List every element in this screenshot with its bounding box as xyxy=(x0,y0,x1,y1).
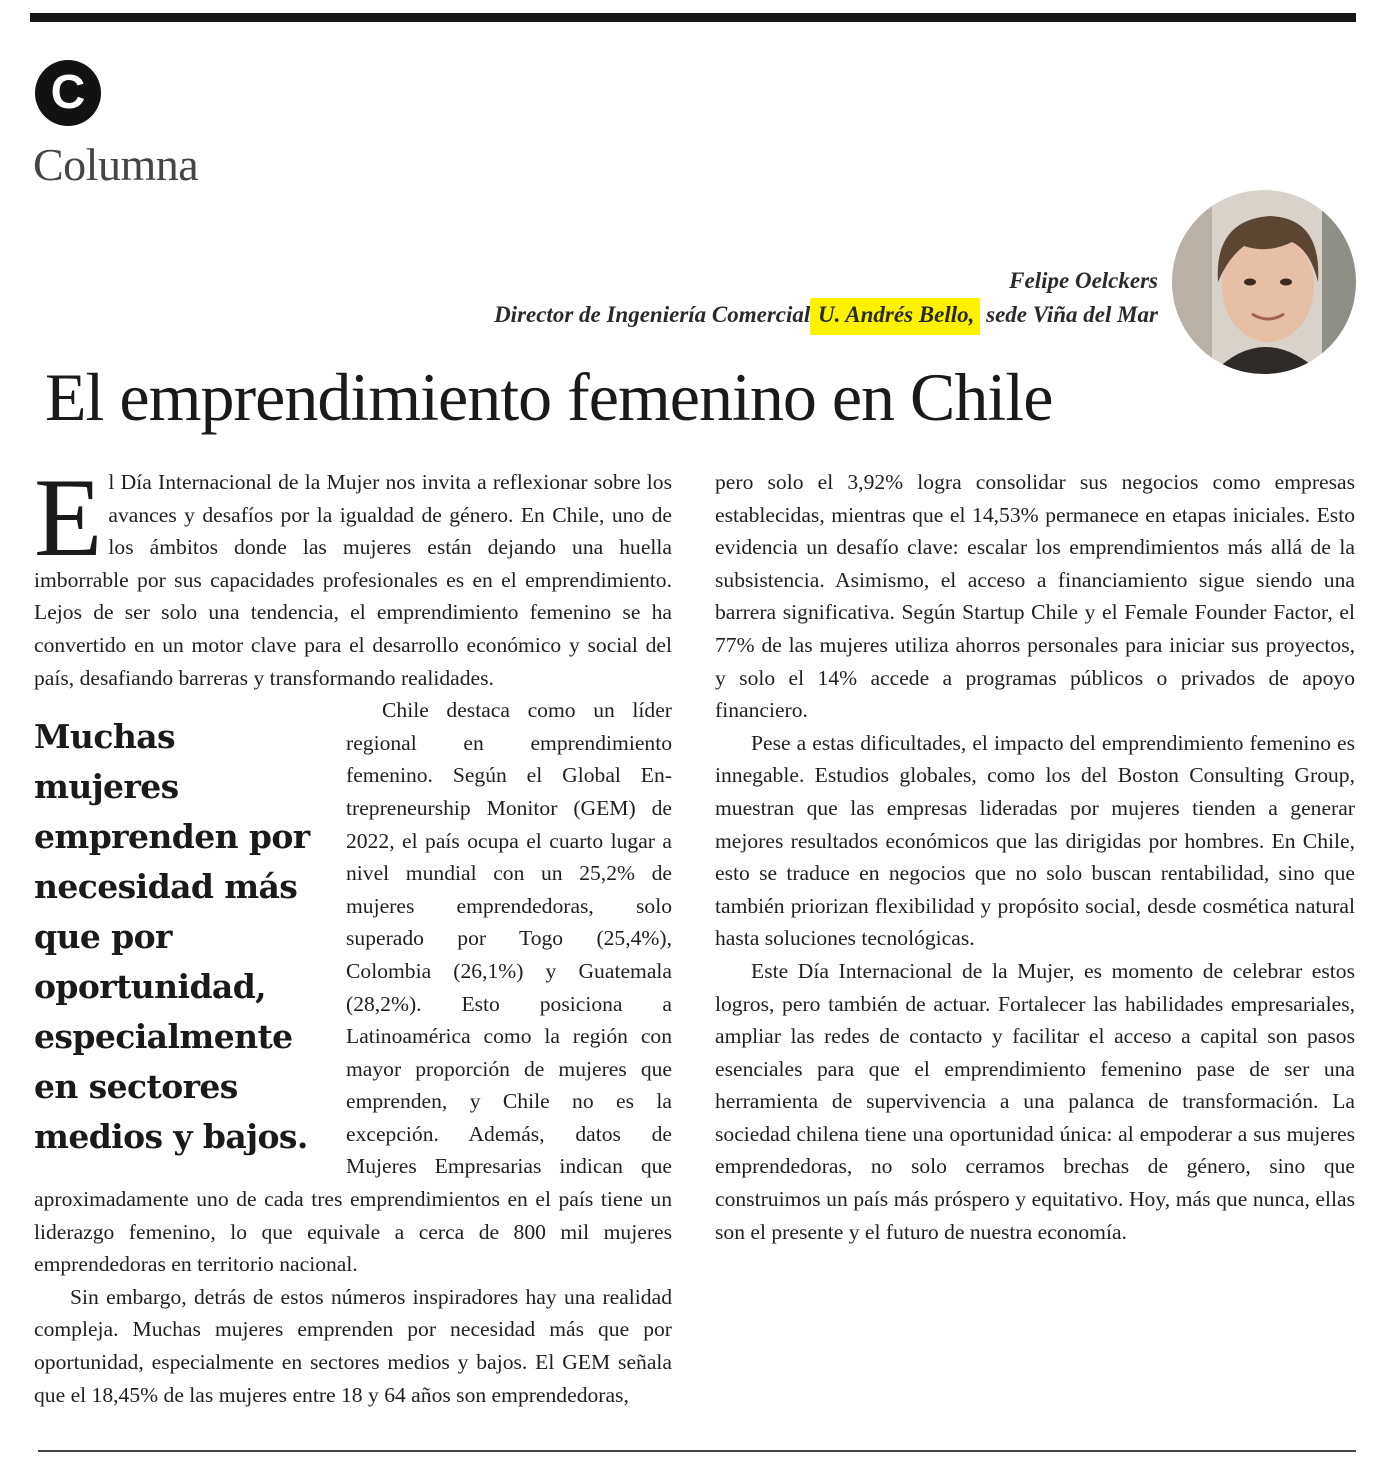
author-role xyxy=(494,302,1158,328)
paragraph-1-text: l Día Internacional de la Mujer nos invita a reflexionar sobre los avances y desafíos por la igualdad de género. En Chile, uno de los ámbitos donde las mujeres están dejando una huella imborrable por sus capacidades profesionales es en el emprendimiento. Lejos de ser solo una tendencia, el emprendimiento femenino se ha convertido en un motor clave para el desarrollo económico y social del país, desafiando barreras y transformando realidades. xyxy=(34,470,672,690)
column-right xyxy=(715,466,1355,1248)
author-role-title: Director de Ingeniería Comercial xyxy=(494,302,811,327)
bottom-rule xyxy=(38,1450,1356,1452)
paragraph-4: Pese a estas dificultades, el impacto del emprendimiento femenino es innegable. Estudios globales, como los del Boston Consulting Group, muestran que las empresas lideradas por mujeres tienden a generar mejores resultados económicos que las dirigidas por hombres. En Chile, esto se traduce en negocios que no solo buscan rentabilidad, sino que también priorizan flexibilidad y propósito social, desde cosmética natural hasta soluciones tecnológicas. xyxy=(715,730,1355,951)
paragraph-5: Este Día Internacional de la Mujer, es momento de celebrar estos logros, pero también de actuar. Fortalecer las habilidades empresariales, ampliar las redes de contacto y facilitar el acceso a capital son pasos esenciales para que el emprendimiento femenino pase de ser una herramienta de supervivencia a una palanca de transformación. La sociedad chilena tiene una oportunidad única: al empoderar a sus mujeres emprendedoras, no solo cerramos brechas de género, sino que construimos un país más próspero y equitativo. Hoy, más que nunca, ellas son el presente y el futuro de nuestra economía. xyxy=(715,958,1355,1244)
column-left xyxy=(34,456,672,1411)
drop-cap: E xyxy=(34,456,103,580)
column-logo-icon xyxy=(35,60,101,126)
top-rule xyxy=(30,13,1356,22)
paragraph-3: Sin embargo, detrás de estos números inspiradores hay una realidad compleja. Muchas mujeres emprenden por necesidad más que por oportunidad, especialmente en sectores medios y bajos. El GEM señala que el 18,45% de las mujeres entre 18 y 64 años son emprendedoras, xyxy=(34,1284,672,1407)
pull-quote: Muchas mujeres emprenden por necesidad más que por oportunidad, especialmente en sectores medios y bajos. xyxy=(34,717,310,1157)
section-label: Columna xyxy=(33,139,199,190)
paragraph-2: Chile destaca como un líder regional en emprendimiento femenino. Según el Global Entrepreneurship Monitor (GEM) de 2022, el país ocupa el cuarto lugar a nivel mundial con un 25,2% de mujeres emprendedoras, solo superado por Togo (25,4%), Colombia (26,1%) y Guatemala (28,2%). Esto posiciona a Latinoamérica como la región con mayor proporción de mujeres que emprenden, y Chile no es la excepción. Además, datos de Mujeres Empresarias indican que aproximadamente uno de cada tres emprendimientos en el país tiene un liderazgo femenino, lo que equivale a cerca de 800 mil mujeres emprendedoras en territorio nacional. xyxy=(34,698,672,1277)
headline: El emprendimiento femenino en Chile xyxy=(45,359,1053,435)
author-portrait-icon xyxy=(1172,190,1356,374)
author-university: U. Andrés Bello, xyxy=(818,302,975,327)
author-name: Felipe Oelckers xyxy=(1009,268,1158,293)
paragraph-1 xyxy=(34,456,672,694)
author-campus: sede Viña del Mar xyxy=(986,302,1158,327)
author-university-highlight xyxy=(810,298,980,335)
paragraph-3-continued: pero solo el 3,92% logra consolidar sus negocios como empresas establecidas, mientras que el 14,53% permanece en etapas iniciales. Esto evidencia un desafío clave: escalar los emprendimientos más allá de la subsistencia. Asimismo, el acceso a financiamiento sigue siendo una barrera significativa. Según Startup Chile y el Female Founder Factor, el 77% de las mujeres utiliza ahorros personales para iniciar sus proyectos, y solo el 14% accede a programas públicos o privados de apoyo financiero. xyxy=(715,470,1355,723)
column-logo-letter: C xyxy=(50,66,86,119)
